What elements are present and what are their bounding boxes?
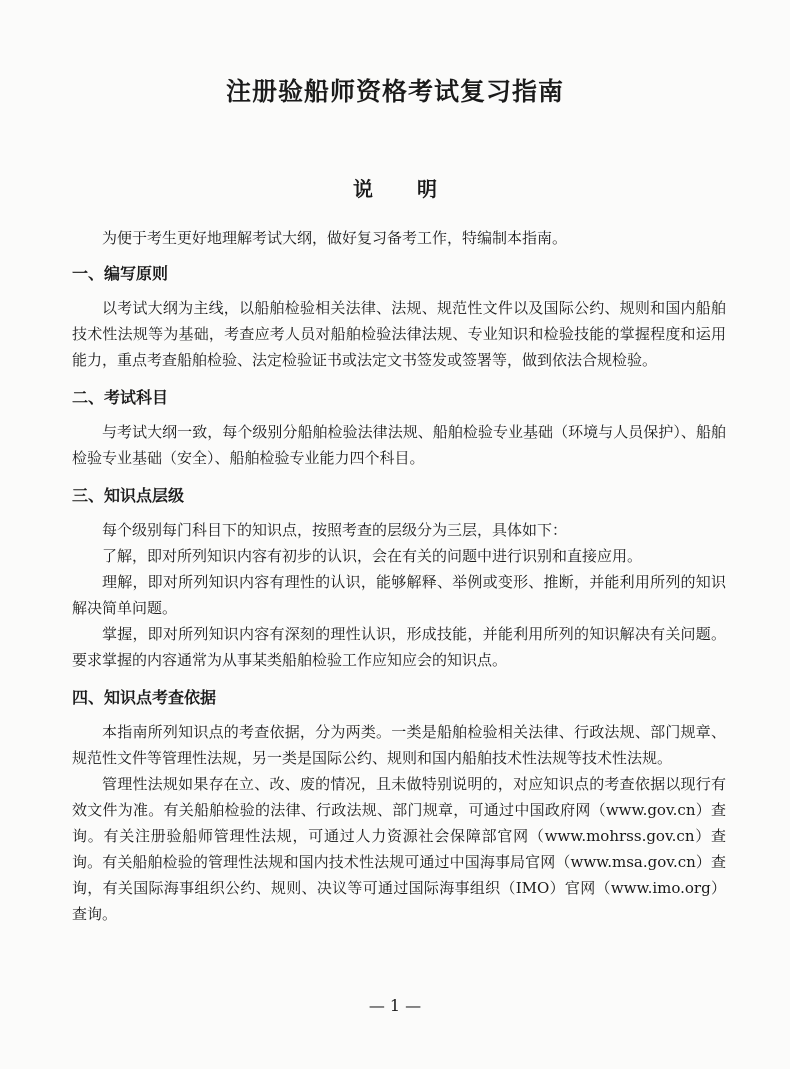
levels-paragraph-comprehend: 理解，即对所列知识内容有理性的认识，能够解释、举例或变形、推断，并能利用所列的知识解决简单问题。 <box>72 573 726 617</box>
section-heading-basis: 四、知识点考查依据 <box>72 688 217 707</box>
section-heading-part2: 明 <box>417 177 437 201</box>
section-heading-part1: 说 <box>353 177 373 201</box>
levels-paragraph-master: 掌握，即对所列知识内容有深刻的理性认识，形成技能，并能利用所列的知识解决有关问题。要求掌握的内容通常为从事某类船舶检验工作应知应会的知识点。 <box>72 625 726 669</box>
levels-paragraph-intro: 每个级别每门科目下的知识点，按照考查的层级分为三层，具体如下： <box>102 521 568 539</box>
page-number: — 1 — <box>368 996 422 1015</box>
intro-paragraph: 为便于考生更好地理解考试大纲，做好复习备考工作，特编制本指南。 <box>102 229 568 247</box>
subjects-paragraph: 与考试大纲一致，每个级别分船舶检验法律法规、船舶检验专业基础（环境与人员保护）、船舶检验专业基础（安全）、船舶检验专业能力四个科目。 <box>72 423 726 467</box>
section-heading-principles: 一、编写原则 <box>72 264 169 283</box>
document-body <box>72 225 726 927</box>
principles-paragraph: 以考试大纲为主线，以船舶检验相关法律、法规、规范性文件以及国际公约、规则和国内船舶技术性法规等为基础，考查应考人员对船舶检验法律法规、专业知识和检验技能的掌握程度和运用能力，重点考查船舶检验、法定检验证书或法定文书签发或签署等，做到依法合规检验。 <box>72 299 726 369</box>
basis-paragraph-categories: 本指南所列知识点的考查依据，分为两类。一类是船舶检验相关法律、行政法规、部门规章、规范性文件等管理性法规，另一类是国际公约、规则和国内船舶技术性法规等技术性法规。 <box>72 723 726 767</box>
basis-paragraph-sources: 管理性法规如果存在立、改、废的情况，且未做特别说明的，对应知识点的考查依据以现行有效文件为准。有关船舶检验的法律、行政法规、部门规章，可通过中国政府网（www.gov.cn）查询。有关注册验船师管理性法规，可通过人力资源社会保障部官网（www.mohrss.gov.cn）查询。有关船舶检验的管理性法规和国内技术性法规可通过中国海事局官网（www.msa.gov.cn）查询，有关国际海事组织公约、规则、决议等可通过国际海事组织（IMO）官网（www.imo.org）查询。 <box>72 775 726 923</box>
document-title: 注册验船师资格考试复习指南 <box>225 77 564 106</box>
section-heading-levels: 三、知识点层级 <box>72 486 185 505</box>
section-heading <box>0 173 790 202</box>
section-heading-subjects: 二、考试科目 <box>72 388 169 407</box>
levels-paragraph-understand: 了解，即对所列知识内容有初步的认识，会在有关的问题中进行识别和直接应用。 <box>102 547 643 565</box>
